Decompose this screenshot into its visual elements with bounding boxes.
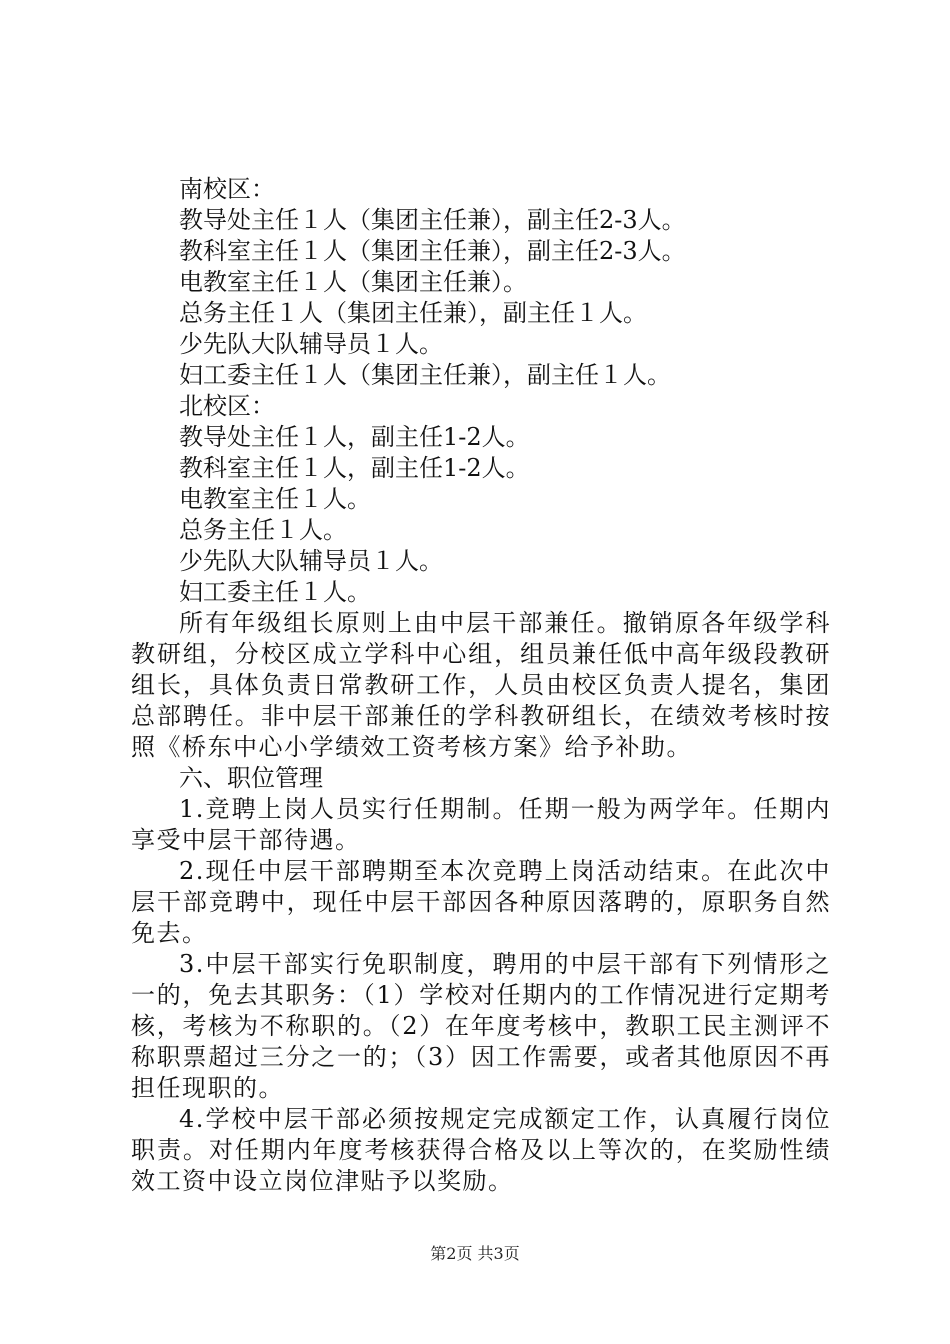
south-campus-item: 教科室主任１人（集团主任兼），副主任2-3人。: [179, 237, 686, 265]
north-campus-item: 电教室主任１人。: [179, 485, 371, 513]
north-campus-item: 总务主任１人。: [179, 516, 347, 544]
grade-leaders-paragraph: 所有年级组长原则上由中层干部兼任。撤销原各年级学科教研组，分校区成立学科中心组，组员兼任低中高年级段教研组长，具体负责日常教研工作，人员由校区负责人提名，集团总部聘任。非中层干部兼任的学科教研组长，在绩效考核时按照《桥东中心小学绩效工资考核方案》给予补助。: [131, 609, 831, 761]
north-campus-item: 教导处主任１人，副主任1-2人。: [179, 423, 530, 451]
north-campus-item: 教科室主任１人，副主任1-2人。: [179, 454, 530, 482]
south-campus-item: 电教室主任１人（集团主任兼）。: [179, 268, 527, 296]
section-six-item: 4.学校中层干部必须按规定完成额定工作，认真履行岗位职责。对任期内年度考核获得合格及以上等次的，在奖励性绩效工资中设立岗位津贴予以奖励。: [131, 1105, 831, 1195]
section-six-title: 六、职位管理: [179, 764, 323, 792]
north-campus-item: 妇工委主任１人。: [179, 578, 371, 606]
section-six-item: 2.现任中层干部聘期至本次竞聘上岗活动结束。在此次中层干部竞聘中，现任中层干部因各种原因落聘的，原职务自然免去。: [131, 857, 831, 947]
page-footer: [0, 1244, 950, 1264]
section-six-item: 1.竞聘上岗人员实行任期制。任期一般为两学年。任期内享受中层干部待遇。: [131, 795, 831, 854]
south-campus-item: 妇工委主任１人（集团主任兼），副主任１人。: [179, 361, 671, 389]
south-campus-item: 少先队大队辅导员１人。: [179, 330, 443, 358]
section-six-item: 3.中层干部实行免职制度，聘用的中层干部有下列情形之一的，免去其职务：（1）学校对任期内的工作情况进行定期考核，考核为不称职的。（2）在年度考核中，教职工民主测评不称职票超过三分之一的；（3）因工作需要，或者其他原因不再担任现职的。: [131, 950, 831, 1102]
south-campus-heading: 南校区：: [179, 175, 275, 203]
south-campus-item: 总务主任１人（集团主任兼），副主任１人。: [179, 299, 647, 327]
north-campus-heading: 北校区：: [179, 392, 275, 420]
page-number-label: 第2页 共3页: [430, 1244, 520, 1263]
south-campus-item: 教导处主任１人（集团主任兼），副主任2-3人。: [179, 206, 686, 234]
north-campus-item: 少先队大队辅导员１人。: [179, 547, 443, 575]
document-body: [131, 174, 831, 1197]
